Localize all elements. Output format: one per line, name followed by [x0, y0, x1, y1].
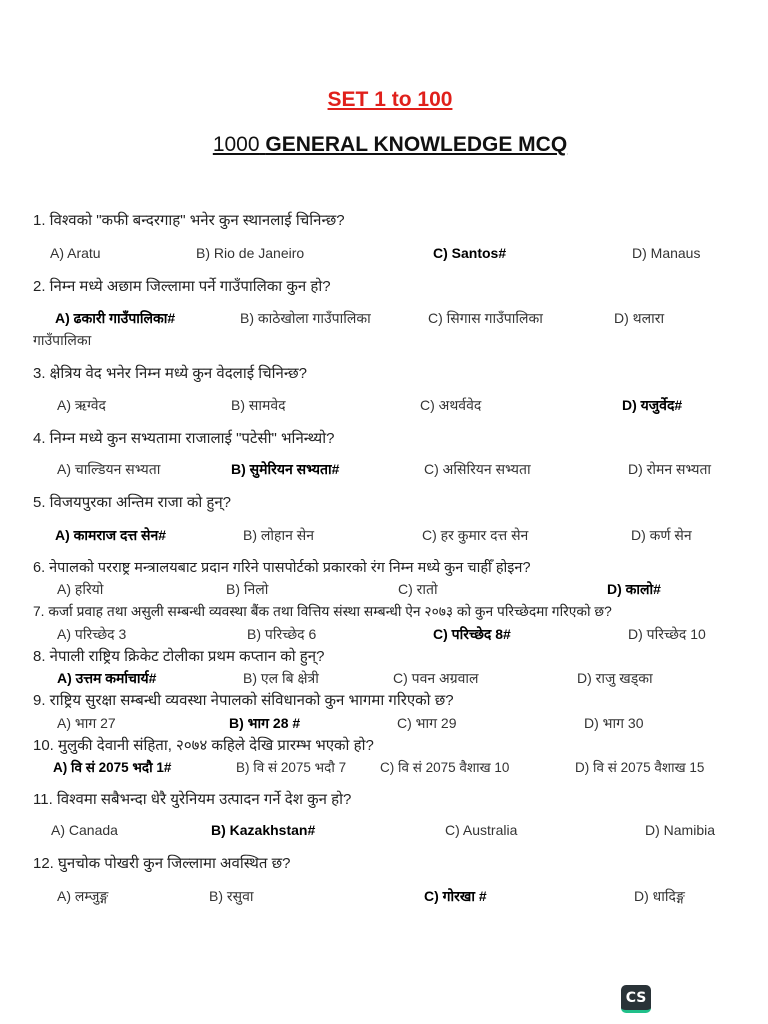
page-title [0, 133, 768, 157]
option-5b: B) लोहान सेन [243, 527, 314, 543]
option-1c: C) Santos# [433, 245, 507, 261]
option-2b: B) काठेखोला गाउँपालिका [240, 310, 371, 326]
option-2c: C) सिगास गाउँपालिका [428, 310, 543, 326]
option-11d: D) Namibia [645, 822, 716, 838]
option-10c: C) वि सं 2075 वैशाख 10 [380, 760, 510, 775]
question-2: 2. निम्न मध्ये अछाम जिल्लामा पर्ने गाउँपालिका कुन हो? [33, 278, 331, 295]
option-4d: D) रोमन सभ्यता [628, 461, 712, 477]
title-text: GENERAL KNOWLEDGE MCQ [265, 133, 568, 156]
question-9: 9. राष्ट्रिय सुरक्षा सम्बन्धी व्यवस्था नेपालको संविधानको कुन भागमा गरिएको छ? [33, 692, 454, 709]
option-9d: D) भाग 30 [584, 715, 644, 731]
option-12a: A) लम्जुङ्ग [57, 888, 109, 904]
option-2d: D) थलारा [614, 310, 665, 326]
option-10b: B) वि सं 2075 भदौ 7 [236, 760, 347, 775]
question-1: 1. विश्वको "कफी बन्दरगाह" भनेर कुन स्थानलाई चिनिन्छ? [33, 212, 345, 229]
option-3c: C) अथर्ववेद [420, 397, 482, 413]
option-5a: A) कामराज दत्त सेन# [55, 527, 167, 543]
question-10: 10. मुलुकी देवानी संहिता, २०७४ कहिले देखि प्रारम्भ भएको हो? [33, 737, 374, 754]
option-3b: B) सामवेद [231, 397, 286, 413]
option-9c: C) भाग 29 [397, 715, 457, 731]
logo-text: CS [625, 989, 647, 1006]
option-8a: A) उत्तम कर्माचार्य# [57, 670, 157, 686]
option-4c: C) असिरियन सभ्यता [424, 461, 531, 477]
option-5d: D) कर्ण सेन [631, 527, 692, 543]
option-9a: A) भाग 27 [57, 715, 116, 731]
option-10a: A) वि सं 2075 भदौ 1# [53, 760, 172, 775]
option-7b: B) परिच्छेद 6 [247, 626, 317, 642]
option-10d: D) वि सं 2075 वैशाख 15 [575, 760, 705, 775]
question-3: 3. क्षेत्रिय वेद भनेर निम्न मध्ये कुन वेदलाई चिनिन्छ? [33, 365, 308, 382]
option-5c: C) हर कुमार दत्त सेन [422, 527, 529, 543]
question-6: 6. नेपालको परराष्ट्र मन्त्रालयबाट प्रदान गरिने पासपोर्टको प्रकारको रंग निम्न मध्ये कुन चाहीँ होइन? [33, 560, 531, 576]
set-title: SET 1 to 100 [327, 88, 453, 111]
question-8: 8. नेपाली राष्ट्रिय क्रिकेट टोलीका प्रथम कप्तान को हुन्? [33, 648, 325, 665]
question-11: 11. विश्वमा सबैभन्दा धेरै युरेनियम उत्पादन गर्ने देश कुन हो? [33, 791, 352, 808]
option-1b: B) Rio de Janeiro [196, 245, 305, 261]
camscanner-logo-icon [621, 985, 651, 1013]
option-3d: D) यजुर्वेद# [622, 397, 683, 413]
question-7: 7. कर्जा प्रवाह तथा असुली सम्बन्धी व्यवस्था बैंक तथा वित्तिय संस्था सम्बन्धी ऐन २०७३ को कुन परिच्छेदमा गरिएको छ? [33, 604, 612, 619]
option-7d: D) परिच्छेद 10 [628, 626, 706, 642]
option-9b: B) भाग 28 # [229, 715, 301, 731]
option-7a: A) परिच्छेद 3 [57, 626, 127, 642]
question-4: 4. निम्न मध्ये कुन सभ्यतामा राजालाई "पटेसी" भनिन्थ्यो? [33, 430, 335, 447]
title-number: 1000 [212, 133, 260, 156]
option-4b: B) सुमेरियन सभ्यता# [231, 461, 340, 477]
question-5: 5. विजयपुरका अन्तिम राजा को हुन्? [33, 494, 232, 511]
option-12c: C) गोरखा # [424, 888, 487, 904]
option-1d: D) Manaus [632, 245, 701, 261]
option-2a: A) ढकारी गाउँपालिका# [55, 310, 176, 326]
question-12: 12. घुनचोक पोखरी कुन जिल्लामा अवस्थित छ? [33, 855, 291, 872]
option-8b: B) एल बि क्षेत्री [243, 670, 319, 686]
option-6c: C) रातो [398, 581, 438, 597]
option-11c: C) Australia [445, 822, 518, 838]
option-11b: B) Kazakhstan# [211, 822, 316, 838]
option-3a: A) ऋग्वेद [57, 397, 106, 413]
option-6a: A) हरियो [57, 581, 104, 597]
option-4a: A) चाल्डियन सभ्यता [57, 461, 161, 477]
option-2-continuation: गाउँपालिका [33, 332, 92, 348]
option-6b: B) निलो [226, 581, 269, 597]
option-6d: D) कालो# [607, 581, 661, 597]
option-12b: B) रसुवा [209, 888, 254, 904]
option-7c: C) परिच्छेद 8# [433, 626, 511, 642]
option-12d: D) धादिङ्ग [634, 888, 685, 904]
option-8d: D) राजु खड्का [577, 670, 653, 686]
option-8c: C) पवन अग्रवाल [393, 670, 479, 686]
option-11a: A) Canada [51, 822, 118, 838]
option-1a: A) Aratu [50, 245, 101, 261]
